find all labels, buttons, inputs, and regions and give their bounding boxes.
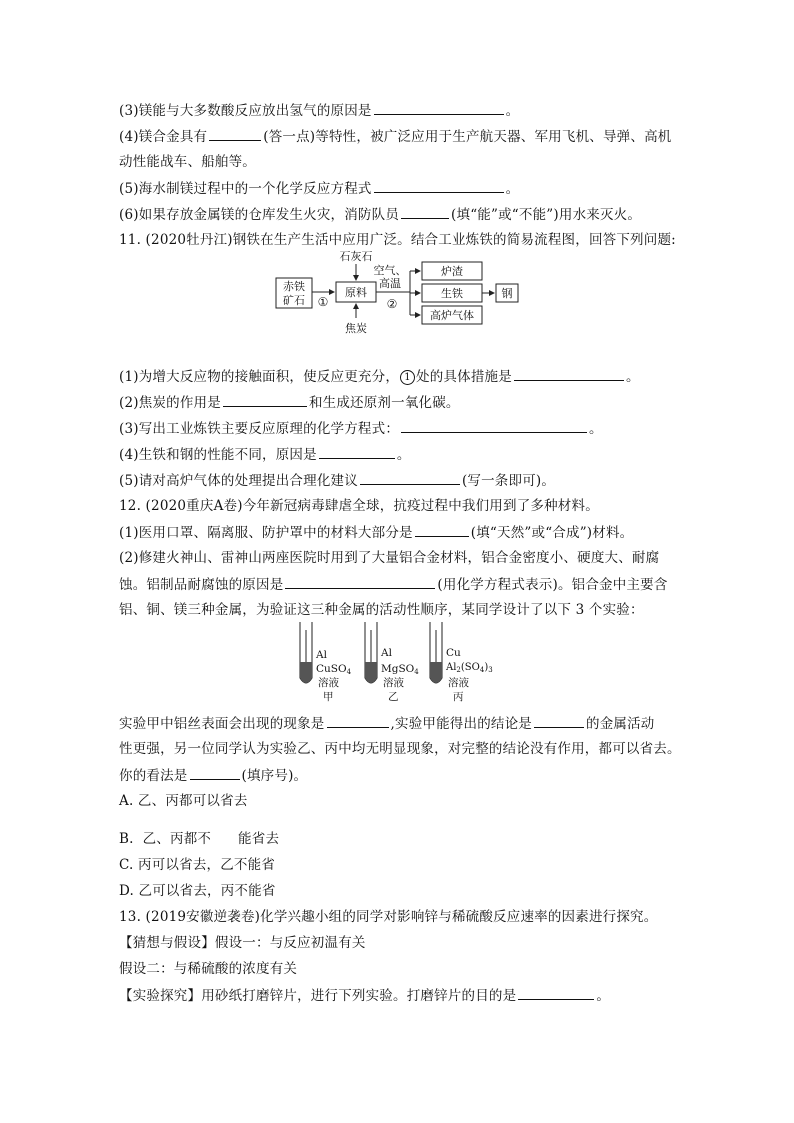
iron-smelting-flowchart <box>270 250 530 342</box>
tube-2-metal: Al <box>381 647 392 659</box>
q11-sub-3: (3)写出工业炼铁主要反应原理的化学方程式： 。 <box>119 421 603 437</box>
label-air: 空气、 <box>373 264 407 277</box>
answer-blank[interactable] <box>374 179 504 193</box>
label-coke: 焦炭 <box>345 322 367 335</box>
q11-sub-2: (2)焦炭的作用是 和生成还原剂一氧化碳。 <box>119 395 460 411</box>
q12-sub-2-line-1: (2)修建火神山、雷神山两座医院时用到了大量铝合金材料，铝合金密度小、硬度大、耐腐 <box>119 550 660 566</box>
answer-blank[interactable] <box>514 367 624 381</box>
solution-1 <box>300 662 312 683</box>
label-pig-iron: 生铁 <box>441 287 463 300</box>
answer-blank[interactable] <box>401 419 587 433</box>
q12-line-6: 你的看法是 (填序号)。 <box>119 768 308 784</box>
q12-sub-1: (1)医用口罩、隔离服、防护罩中的材料大部分是 (填“天然”或“合成”)材料。 <box>119 525 634 541</box>
tube-2-solution: MgSO4 <box>381 663 419 676</box>
option-d[interactable]: D. 乙可以省去，丙不能省 <box>119 883 276 899</box>
tube-2-liquid: 溶液 <box>383 677 404 689</box>
answer-blank[interactable] <box>209 127 261 141</box>
tube-2-name: 乙 <box>388 691 399 703</box>
test-tubes-figure <box>290 620 510 706</box>
answer-blank[interactable] <box>285 575 435 589</box>
answer-blank[interactable] <box>360 471 460 485</box>
label-slag: 炉渣 <box>441 265 463 278</box>
q11-sub-5: (5)请对高炉气体的处理提出合理化建议 (写一条即可)。 <box>119 473 556 489</box>
answer-blank[interactable] <box>401 205 449 219</box>
q13-hypothesis-1: 【猜想与假设】假设一：与反应初温有关 <box>119 935 366 951</box>
label-steel: 钢 <box>501 287 513 300</box>
label-raw-material: 原料 <box>345 286 367 299</box>
answer-blank[interactable] <box>190 766 240 780</box>
tube-3-name: 丙 <box>453 691 464 703</box>
tube-3-liquid: 溶液 <box>448 677 469 689</box>
label-ore-2: 矿石 <box>283 294 305 307</box>
answer-blank[interactable] <box>327 714 389 728</box>
tube-3-metal: Cu <box>446 647 461 659</box>
label-furnace-gas: 高炉气体 <box>430 309 474 322</box>
tube-1-liquid: 溶液 <box>318 677 339 689</box>
option-b[interactable]: B. 乙、丙都不 能省去 <box>119 831 280 847</box>
option-c[interactable]: C. 丙可以省去，乙不能省 <box>119 857 276 873</box>
q12-stem: 12. (2020重庆A卷)今年新冠病毒肆虐全球，抗疫过程中我们用到了多种材料。 <box>119 498 599 514</box>
q12-sub-2-line-3: 铝、铜、镁三种金属，为验证这三种金属的活动性顺序，某同学设计了以下 3 个实验： <box>119 602 644 618</box>
label-ore-1: 赤铁 <box>283 280 305 293</box>
q11-sub-1: (1)为增大反应物的接触面积，使反应更充分， 1 处的具体措施是 。 <box>119 369 640 385</box>
q10-line-3: (3)镁能与大多数酸反应放出氢气的原因是 。 <box>119 103 520 119</box>
option-a[interactable]: A. 乙、丙都可以省去 <box>119 793 248 809</box>
q12-sub-2-line-2: 蚀。铝制品耐腐蚀的原因是 (用化学方程式表示)。铝合金中主要含 <box>119 577 668 593</box>
label-limestone: 石灰石 <box>339 250 373 263</box>
solution-2 <box>365 662 377 683</box>
q12-line-4: 实验甲中铝丝表面会出现的现象是 ,实验甲能得出的结论是 的金属活动 <box>119 716 655 732</box>
answer-blank[interactable] <box>223 393 307 407</box>
answer-blank[interactable] <box>534 714 584 728</box>
q13-hypothesis-2: 假设二：与稀硫酸的浓度有关 <box>119 961 298 977</box>
q12-line-5: 性更强，另一位同学认为实验乙、丙中均无明显现象，对完整的结论没有作用，都可以省去。 <box>119 741 681 757</box>
label-step-2: ② <box>386 297 398 311</box>
label-high-temp: 高温 <box>379 277 401 290</box>
answer-blank[interactable] <box>518 986 594 1000</box>
q11-sub-4: (4)生铁和钢的性能不同，原因是 。 <box>119 447 411 463</box>
q10-line-4: (4)镁合金具有 (答一点)等特性，被广泛应用于生产航天器、军用飞机、导弹、高机 <box>119 129 672 145</box>
q10-line-4-cont: 动性能战车、船舶等。 <box>119 154 256 170</box>
tube-1-solution: CuSO4 <box>316 663 352 676</box>
label-step-1: ① <box>317 295 329 309</box>
solution-3 <box>430 662 442 683</box>
circled-number-1: 1 <box>400 370 415 385</box>
answer-blank[interactable] <box>374 101 504 115</box>
q11-stem: 11. (2020牡丹江)钢铁在生产生活中应用广泛。结合工业炼铁的简易流程图，回答下列问题: <box>119 232 676 248</box>
tube-1-metal: Al <box>316 649 327 661</box>
q13-experiment: 【实验探究】用砂纸打磨锌片，进行下列实验。打磨锌片的目的是 。 <box>119 988 611 1004</box>
q13-stem: 13. (2019安徽逆袭卷)化学兴趣小组的同学对影响锌与稀硫酸反应速率的因素进行探究。 <box>119 909 658 925</box>
tube-3-solution: $Al_2(SO_4)_3$ <box>446 662 493 674</box>
q10-line-5: (5)海水制镁过程中的一个化学反应方程式 。 <box>119 181 520 197</box>
tube-1-name: 甲 <box>323 691 334 703</box>
answer-blank[interactable] <box>319 445 395 459</box>
q10-line-6: (6)如果存放金属镁的仓库发生火灾，消防队员 (填“能”或“不能”)用水来灭火。 <box>119 207 642 223</box>
answer-blank[interactable] <box>415 523 469 537</box>
